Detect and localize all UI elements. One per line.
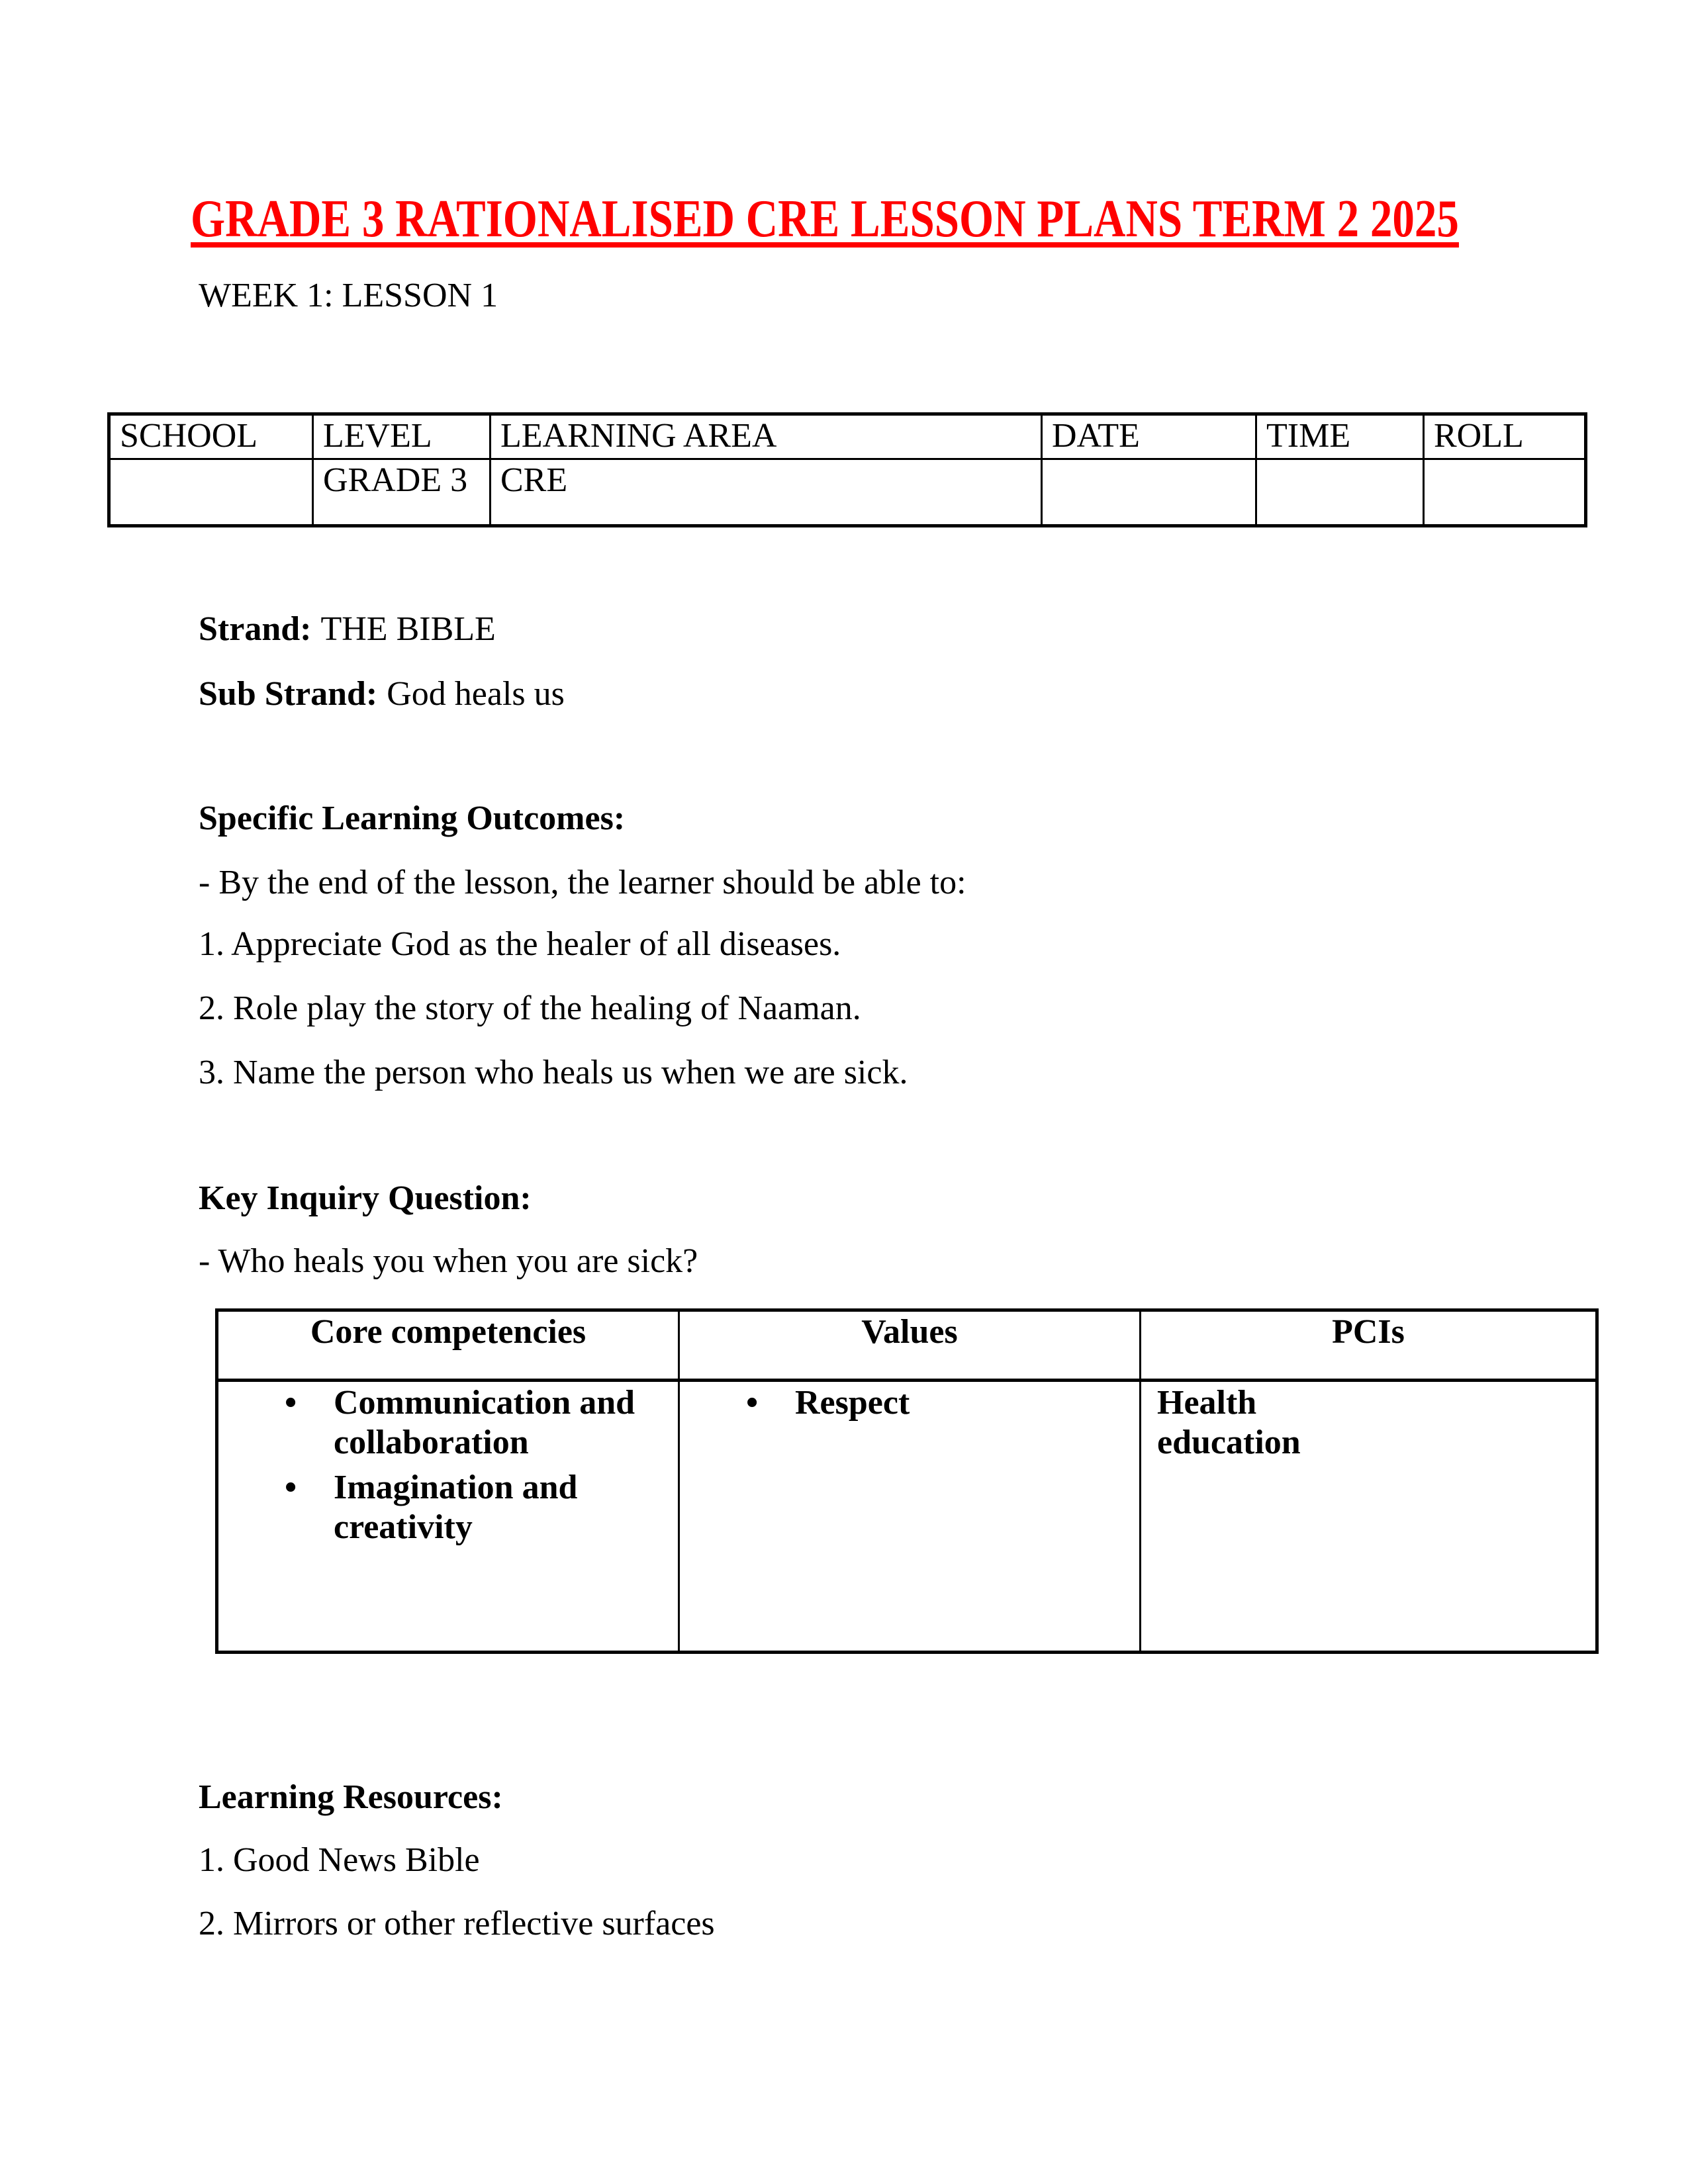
strand-line [199, 609, 496, 650]
competency-cell-values [679, 1381, 1141, 1653]
page-title: GRADE 3 RATIONALISED CRE LESSON PLANS TERM 2 2025 [191, 190, 1459, 248]
inquiry-heading: Key Inquiry Question: [199, 1179, 532, 1217]
info-cell-school [109, 459, 313, 526]
sub-strand-value: God heals us [387, 675, 565, 713]
info-table-data-row [109, 459, 1586, 526]
outcome-item-2: 2. Role play the story of the healing of Naaman. [199, 989, 861, 1027]
outcome-item-3: 3. Name the person who heals us when we are sick. [199, 1054, 908, 1091]
core-competency-1: Communication and collaboration [334, 1384, 635, 1461]
competency-header-values: Values [679, 1310, 1141, 1381]
competency-cell-core [217, 1381, 679, 1653]
sub-strand-label: Sub Strand: [199, 675, 378, 713]
strand-label: Strand: [199, 610, 312, 648]
competency-data-row [217, 1381, 1597, 1653]
inquiry-question: - Who heals you when you are sick? [199, 1242, 698, 1280]
info-header-school: SCHOOL [109, 414, 313, 459]
bullet-icon: • [285, 1469, 297, 1506]
bullet-icon: • [285, 1384, 297, 1422]
lesson-info-table [107, 412, 1587, 527]
info-cell-roll [1424, 459, 1586, 526]
info-header-roll: ROLL [1424, 414, 1586, 459]
resource-item-2: 2. Mirrors or other reflective surfaces [199, 1905, 715, 1942]
list-item [218, 1383, 678, 1463]
outcome-item-1: 1. Appreciate God as the healer of all diseases. [199, 925, 841, 963]
pcis-text: Health education [1157, 1384, 1301, 1461]
competency-cell-pcis [1141, 1381, 1597, 1653]
competency-header-row [217, 1310, 1597, 1381]
info-cell-level: GRADE 3 [313, 459, 491, 526]
info-header-date: DATE [1042, 414, 1256, 459]
info-cell-time [1256, 459, 1424, 526]
list-item [218, 1468, 678, 1547]
competency-table [215, 1308, 1599, 1654]
competency-header-core: Core competencies [217, 1310, 679, 1381]
strand-value: THE BIBLE [320, 610, 496, 648]
info-cell-date [1042, 459, 1256, 526]
outcomes-intro: - By the end of the lesson, the learner should be able to: [199, 864, 966, 901]
core-competency-2: Imagination and creativity [334, 1469, 578, 1546]
info-header-learning-area: LEARNING AREA [491, 414, 1042, 459]
resources-heading: Learning Resources: [199, 1778, 503, 1816]
week-lesson-heading: WEEK 1: LESSON 1 [199, 277, 498, 314]
bullet-icon: • [746, 1384, 759, 1422]
value-item-1: Respect [795, 1384, 910, 1422]
info-cell-learning-area: CRE [491, 459, 1042, 526]
resource-item-1: 1. Good News Bible [199, 1841, 480, 1879]
info-header-time: TIME [1256, 414, 1424, 459]
outcomes-heading: Specific Learning Outcomes: [199, 799, 626, 837]
list-item [680, 1383, 1139, 1423]
info-table-header-row [109, 414, 1586, 459]
info-header-level: LEVEL [313, 414, 491, 459]
sub-strand-line [199, 674, 565, 715]
competency-header-pcis: PCIs [1141, 1310, 1597, 1381]
